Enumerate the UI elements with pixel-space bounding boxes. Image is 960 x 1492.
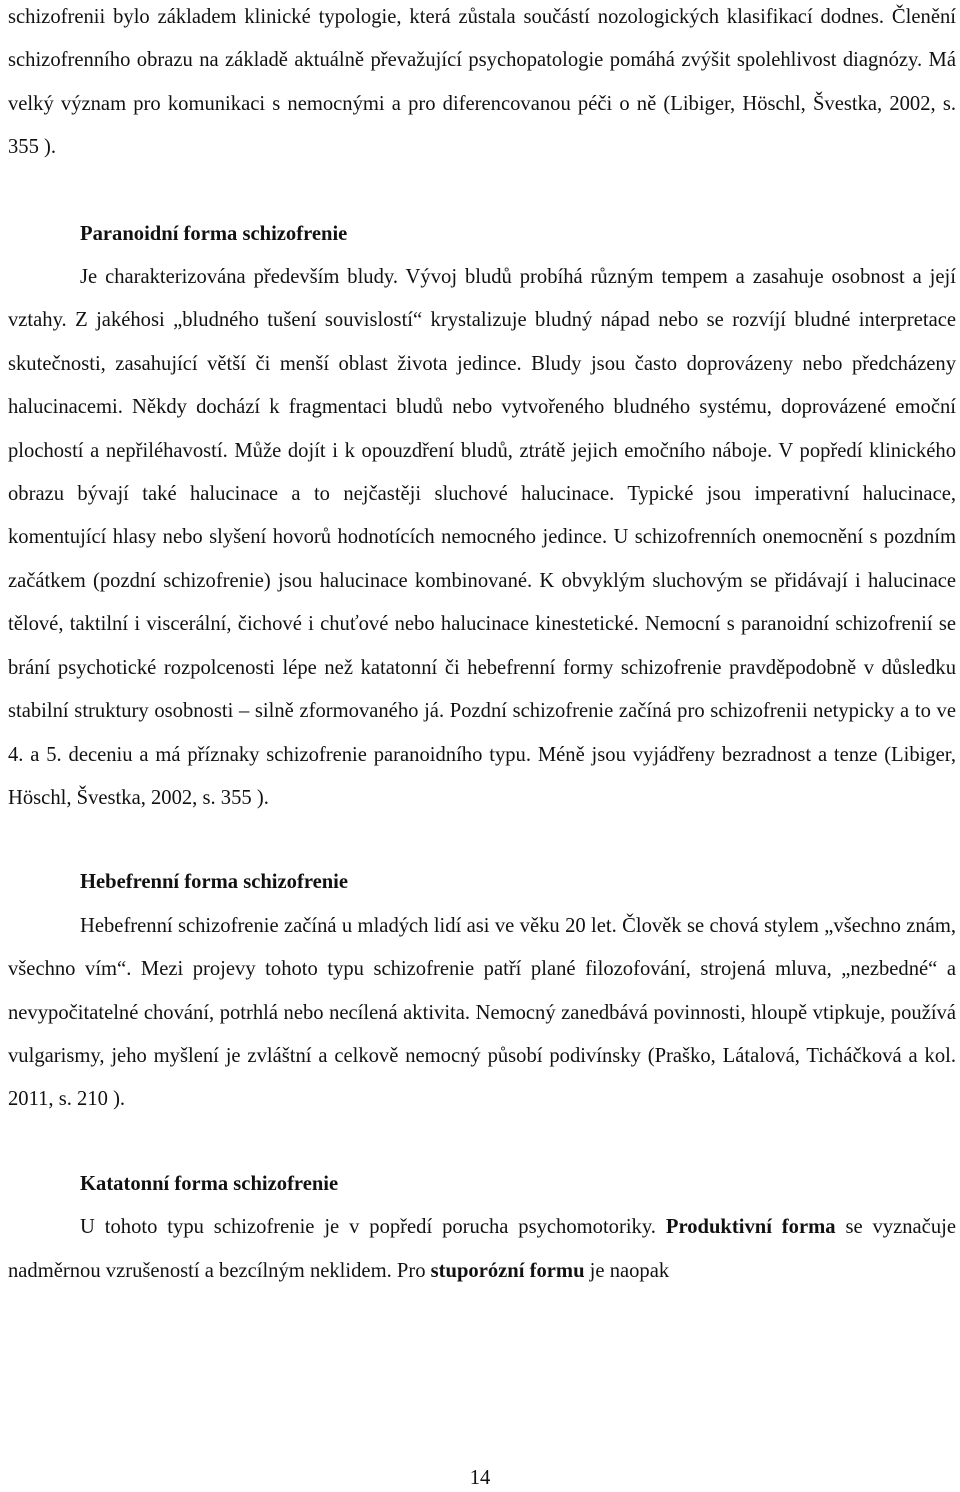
catatonic-text-2: se vyznačuje nadměrnou vzrušeností a bezcílným neklidem. Pro bbox=[8, 1216, 956, 1282]
page-number: 14 bbox=[469, 1467, 491, 1489]
intro-paragraph: schizofrenii bylo základem klinické typologie, která zůstala součástí nozologických klasifikací dodnes. Členění schizofrenního obrazu na základě aktuálně převažující psychopatologie pomáhá zvýšit spolehlivost diagnózy. Má velký význam pro komunikaci s nemocnými a pro diferencovanou péči o ně (Libiger, Höschl, Švestka, 2002, s. 355 ). bbox=[8, 6, 956, 159]
document-page bbox=[8, 0, 956, 1293]
catatonic-paragraph bbox=[8, 1206, 956, 1293]
paranoid-paragraph: Je charakterizována především bludy. Vývoj bludů probíhá různým tempem a zasahuje osobnost a její vztahy. Z jakéhosi „bludného tušení souvislostí“ krystalizuje bludný nápad nebo se rozvíjí bludné interpretace skutečnosti, zasahující větší či menší oblast života jedince. Bludy jsou často doprovázeny nebo předcházeny halucinacemi. Někdy dochází k fragmentaci bludů nebo vytvořeného bludného systému, doprovázené emoční plochostí a nepřiléhavostí. Může dojít i k opouzdření bludů, ztrátě jejich emočního náboje. V popředí klinického obrazu bývají také halucinace a to nejčastěji sluchové halucinace. Typické jsou imperativní halucinace, komentující hlasy nebo slyšení hovorů hodnotících nemocného jedince. U schizofrenních onemocnění s pozdním začátkem (pozdní schizofrenie) jsou halucinace kombinované. K obvyklým sluchovým se přidávají i halucinace tělové, taktilní i viscerální, čichové i chuťové nebo halucinace kinestetické. Nemocní s paranoidní schizofrenií se brání psychotické rozpolcenosti lépe než katatonní či hebefrenní formy schizofrenie pravděpodobně v důsledku stabilní struktury osobnosti – silně zformovaného já. Pozdní schizofrenie začíná pro schizofrenii netypicky a to ve 4. a 5. deceniu a má příznaky schizofrenie paranoidního typu. Méně jsou vyjádřeny bezradnost a tenze (Libiger, Höschl, Švestka, 2002, s. 355 ). bbox=[8, 266, 956, 809]
spacer bbox=[8, 820, 956, 861]
section-heading-catatonic: Katatonní forma schizofrenie bbox=[80, 1172, 339, 1195]
catatonic-text-1: U tohoto typu schizofrenie je v popředí porucha psychomotoriky. bbox=[80, 1216, 666, 1239]
section-heading-paranoid: Paranoidní forma schizofrenie bbox=[80, 222, 348, 245]
catatonic-bold-productive: Produktivní forma bbox=[665, 1216, 836, 1239]
hebephrenic-paragraph: Hebefrenní schizofrenie začíná u mladých lidí asi ve věku 20 let. Člověk se chová stylem „všechno znám, všechno vím“. Mezi projevy tohoto typu schizofrenie patří plané filozofování, strojená mluva, „nezbedné“ a nevypočitatelné chování, potrhlá nebo necílená aktivita. Nemocný zanedbává povinnosti, hloupě vtipkuje, používá vulgarismy, jeho myšlení je zvláštní a celkově nemocný působí podivínsky (Praško, Látalová, Ticháčková a kol. 2011, s. 210 ). bbox=[8, 914, 956, 1111]
spacer bbox=[8, 1122, 956, 1163]
spacer bbox=[8, 170, 956, 213]
section-heading-hebephrenic: Hebefrenní forma schizofrenie bbox=[80, 871, 349, 894]
catatonic-bold-stuporous: stuporózní formu bbox=[430, 1259, 585, 1282]
catatonic-text-3: je naopak bbox=[584, 1259, 670, 1282]
